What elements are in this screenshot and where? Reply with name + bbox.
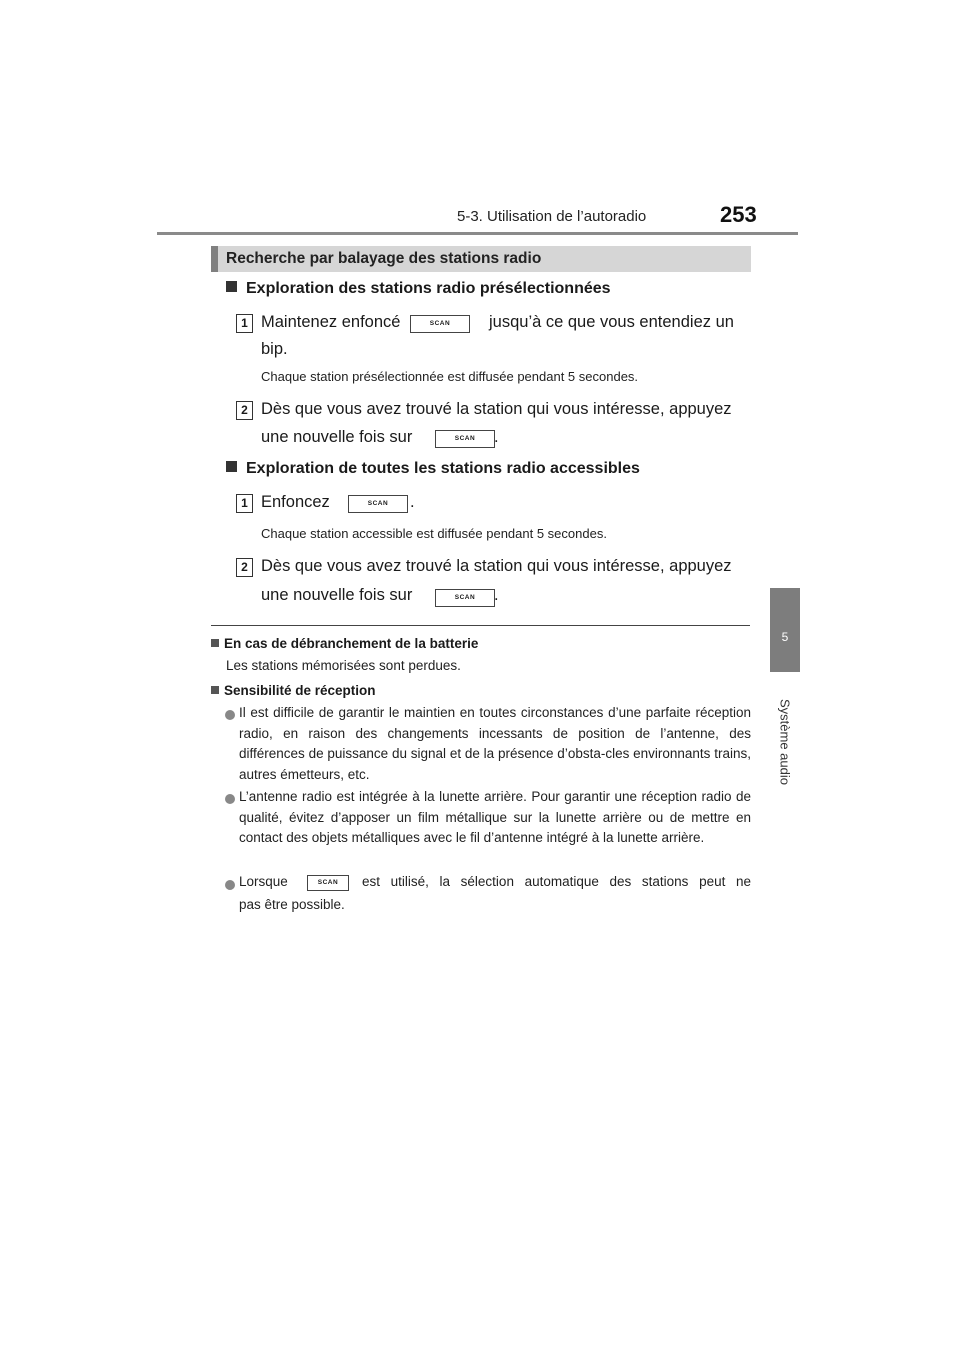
all-step1-text-after: .	[410, 493, 415, 511]
header-rule	[157, 232, 798, 235]
chapter-tab-title: Système audio	[777, 699, 793, 785]
reception-bullet-2: L’antenne radio est intégrée à la lunette arrière. Pour garantir une réception radio de qualité, évitez d’apposer un film métallique sur la lunette arrière ou de mettre en contact des objets métalliques avec le fil d’antenne intégré à la lunette arrière.	[239, 789, 751, 845]
square-bullet-icon	[226, 281, 237, 292]
battery-note-heading: En cas de débranchement de la batterie	[211, 636, 478, 651]
scan-button-icon: SCAN	[435, 589, 495, 607]
preset-step1-note: Chaque station présélectionnée est diffusée pendant 5 secondes.	[261, 369, 639, 384]
scan-button-icon: SCAN	[410, 315, 470, 333]
battery-note-text: Les stations mémorisées sont perdues.	[226, 658, 461, 673]
circle-bullet-icon	[225, 880, 235, 890]
square-bullet-icon	[211, 639, 219, 647]
preset-step2-text-before: une nouvelle fois sur	[261, 428, 413, 446]
preset-scan-heading: Exploration des stations radio présélectionnées	[226, 280, 611, 298]
chapter-tab-number: 5	[770, 588, 800, 672]
all-step1-note: Chaque station accessible est diffusée pendant 5 secondes.	[261, 526, 607, 541]
reception-bullet-1: Il est difficile de garantir le maintien en toutes circonstances d’une parfaite réception radio, en raison des changements incessants de position de l’antenne, des différences de puissance du signal et de la présence d’obsta-cles environnants trains, autres émetteurs, etc.	[239, 705, 751, 782]
reception-bullet-3-cont: pas être possible.	[239, 897, 345, 912]
notes-separator	[211, 625, 750, 626]
step-number-box: 2	[236, 558, 253, 577]
chapter-tab	[770, 672, 800, 812]
all-step2-text-before: une nouvelle fois sur	[261, 586, 413, 604]
reception-note-heading: Sensibilité de réception	[211, 683, 376, 698]
scan-button-icon: SCAN	[307, 875, 349, 891]
section-title-bar	[211, 246, 751, 272]
circle-bullet-icon	[225, 710, 235, 720]
preset-step2-line1: Dès que vous avez trouvé la station qui vous intéresse, appuyez	[261, 400, 732, 418]
all-step2-text-after: .	[494, 586, 499, 604]
all-step1-text-before: Enfoncez	[261, 493, 330, 511]
preset-step2-text-after: .	[494, 428, 499, 446]
page-number: 253	[720, 202, 757, 227]
square-bullet-icon	[226, 461, 237, 472]
reception-bullet-3-before: Lorsque	[239, 874, 288, 889]
header-section-title: 5-3. Utilisation de l’autoradio	[457, 208, 647, 225]
circle-bullet-icon	[225, 794, 235, 804]
section-title: Recherche par balayage des stations radio	[226, 250, 542, 267]
scan-button-icon: SCAN	[435, 430, 495, 448]
step-number-box: 1	[236, 314, 253, 333]
preset-step1-text-cont: bip.	[261, 340, 288, 358]
preset-step1-text-after: jusqu’à ce que vous entendiez un	[489, 313, 734, 331]
scan-button-icon: SCAN	[348, 495, 408, 513]
step-number-box: 2	[236, 401, 253, 420]
preset-step1-text-before: Maintenez enfoncé	[261, 313, 401, 331]
all-scan-heading: Exploration de toutes les stations radio accessibles	[226, 460, 640, 478]
step-number-box: 1	[236, 494, 253, 513]
reception-bullet-3-after: est utilisé, la sélection automatique des stations peut ne	[362, 874, 751, 889]
square-bullet-icon	[211, 686, 219, 694]
all-step2-line1: Dès que vous avez trouvé la station qui vous intéresse, appuyez	[261, 557, 732, 575]
